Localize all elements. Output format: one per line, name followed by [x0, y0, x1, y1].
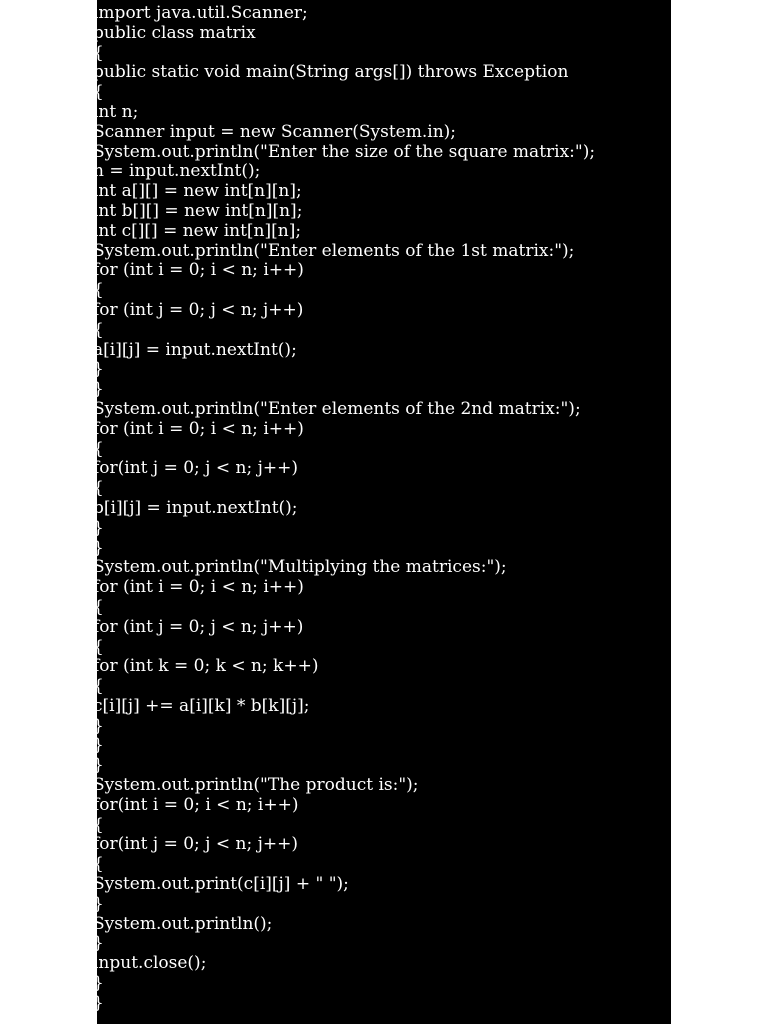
code-line: } [93, 359, 104, 380]
code-line: } [93, 715, 104, 736]
code-line: } [93, 517, 104, 538]
code-line: for(int j = 0; j < n; j++) [93, 458, 298, 479]
code-line: for (int k = 0; k < n; k++) [93, 656, 319, 677]
code-lines [93, 4, 595, 1014]
code-line: for(int i = 0; i < n; i++) [93, 794, 299, 815]
code-line: } [93, 537, 104, 558]
code-line: System.out.println("Enter the size of the square matrix:"); [93, 141, 596, 162]
code-line: c[i][j] += a[i][k] * b[k][j]; [93, 695, 310, 716]
code-line: for (int i = 0; i < n; i++) [93, 577, 304, 598]
code-line: System.out.println("Multiplying the matrices:"); [93, 557, 507, 578]
code-line: System.out.println("The product is:"); [93, 775, 419, 796]
code-line: n = input.nextInt(); [93, 161, 261, 182]
code-line: int n; [93, 101, 139, 122]
code-line: System.out.println(); [93, 913, 273, 934]
code-line: a[i][j] = input.nextInt(); [93, 339, 297, 360]
code-line: System.out.println("Enter elements of the 1st matrix:"); [93, 240, 575, 261]
code-line: { [93, 478, 104, 499]
code-line: { [93, 596, 104, 617]
code-line: } [93, 973, 104, 994]
code-line: { [93, 82, 104, 103]
code-line: } [93, 379, 104, 400]
code-line: int c[][] = new int[n][n]; [93, 220, 302, 241]
code-line: input.close(); [93, 953, 207, 974]
code-line: for (int j = 0; j < n; j++) [93, 616, 304, 637]
code-line: Scanner input = new Scanner(System.in); [93, 121, 457, 142]
code-line: for(int j = 0; j < n; j++) [93, 834, 298, 855]
code-line: { [93, 676, 104, 697]
code-line: import java.util.Scanner; [93, 3, 308, 23]
code-panel [93, 0, 671, 1024]
code-line: } [93, 755, 104, 776]
code-line: int a[][] = new int[n][n]; [93, 181, 302, 202]
code-line: System.out.print(c[i][j] + " "); [93, 874, 349, 895]
code-line: System.out.println("Enter elements of the 2nd matrix:"); [93, 398, 581, 419]
code-line: for (int j = 0; j < n; j++) [93, 299, 304, 320]
code-line: for (int i = 0; i < n; i++) [93, 260, 304, 281]
code-line: int b[][] = new int[n][n]; [93, 200, 303, 221]
code-line: } [93, 992, 104, 1013]
code-line: } [93, 893, 104, 914]
code-line: public static void main(String args[]) throws Exception [93, 62, 569, 83]
code-line: } [93, 933, 104, 954]
code-line: b[i][j] = input.nextInt(); [93, 497, 298, 518]
code-line: { [93, 854, 104, 875]
code-line: { [93, 438, 104, 459]
code-line: { [93, 42, 104, 63]
code-line: { [93, 319, 104, 340]
code-line: { [93, 636, 104, 657]
code-line: for (int i = 0; i < n; i++) [93, 418, 304, 439]
code-line: } [93, 735, 104, 756]
code-line: public class matrix [93, 22, 256, 43]
code-line: { [93, 814, 104, 835]
code-line: { [93, 280, 104, 301]
